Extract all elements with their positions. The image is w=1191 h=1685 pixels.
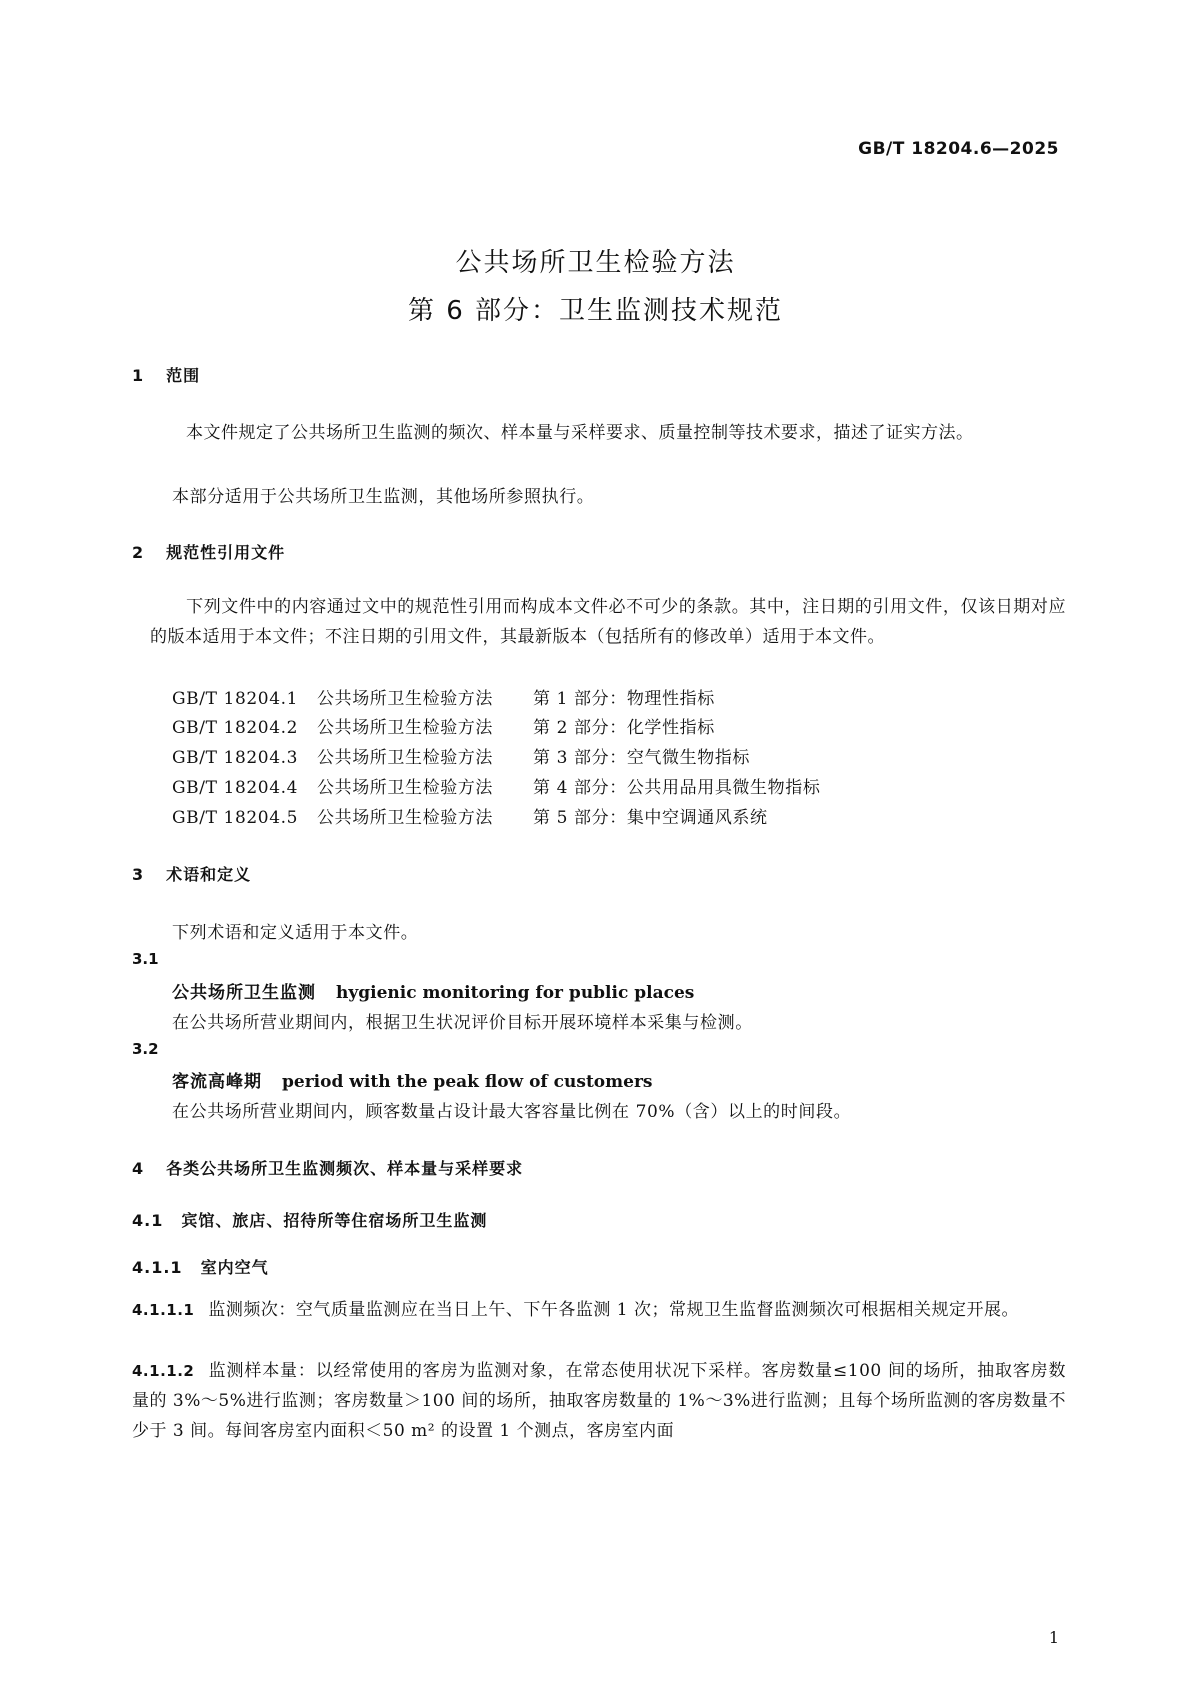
reference-item: GB/T 18204.4 公共场所卫生检验方法 第 4 部分：公共用品用具微生物指标 [172,778,821,798]
reference-item: GB/T 18204.5 公共场所卫生检验方法 第 5 部分：集中空调通风系统 [172,808,768,828]
subsection-4-1-heading: 4.1 宾馆、旅店、招待所等住宿场所卫生监测 [132,1211,488,1230]
section-number: 2 [132,543,145,562]
document-subtitle: 第 6 部分：卫生监测技术规范 [407,296,784,326]
term-number: 3.2 [132,1040,159,1058]
section-title: 规范性引用文件 [166,543,286,562]
term-title: 公共场所卫生监测 hygienic monitoring for public places [172,983,695,1003]
subsection-4-1-1-heading: 4.1.1 室内空气 [132,1258,269,1277]
section-number: 3 [132,865,145,884]
paragraph: 下列文件中的内容通过文中的规范性引用而构成本文件必不可少的条款。其中，注日期的引用文件，仅该日期对应的版本适用于本文件；不注日期的引用文件，其最新版本（包括所有的修改单）适用于本文件。 [150,597,1066,647]
standard-number: GB/T 18204.6—2025 [858,139,1059,159]
section-3-heading [132,862,251,885]
term-number: 3.1 [132,950,159,968]
section-1-heading [132,363,200,386]
paragraph: 本部分适用于公共场所卫生监测，其他场所参照执行。 [172,487,595,507]
section-title: 术语和定义 [166,865,252,884]
term-definition: 在公共场所营业期间内，顾客数量占设计最大客容量比例在 70%（含）以上的时间段。 [172,1102,852,1122]
reference-item: GB/T 18204.1 公共场所卫生检验方法 第 1 部分：物理性指标 [172,689,715,709]
section-title: 范围 [166,366,201,385]
section-2-heading [132,540,285,563]
section-4-heading [132,1156,523,1179]
section-number: 4 [132,1159,145,1178]
reference-item: GB/T 18204.2 公共场所卫生检验方法 第 2 部分：化学性指标 [172,718,715,738]
section-title: 各类公共场所卫生监测频次、样本量与采样要求 [166,1159,524,1178]
clause-4-1-1-2: 4.1.1.2 监测样本量：以经常使用的客房为监测对象，在常态使用状况下采样。客房数量≤100 间的场所，抽取客房数量的 3%～5%进行监测；客房数量＞100 间的场所，抽取客房数量的 1%～3%进行监测；且每个场所监测的客房数量不少于 3 间。每间客房室内面积＜50 m² 的设置 1 个测点，客房室内面 [132,1361,1066,1441]
clause-4-1-1-1: 4.1.1.1 监测频次：空气质量监测应在当日上午、下午各监测 1 次；常规卫生监督监测频次可根据相关规定开展。 [132,1300,1019,1320]
paragraph: 下列术语和定义适用于本文件。 [172,923,419,943]
paragraph: 本文件规定了公共场所卫生监测的频次、样本量与采样要求、质量控制等技术要求，描述了证实方法。 [186,423,974,443]
document-title: 公共场所卫生检验方法 [455,248,736,278]
term-definition: 在公共场所营业期间内，根据卫生状况评价目标开展环境样本采集与检测。 [172,1013,753,1033]
term-title: 客流高峰期 period with the peak flow of customers [172,1072,653,1092]
section-number: 1 [132,366,145,385]
page-number: 1 [1048,1628,1059,1647]
reference-item: GB/T 18204.3 公共场所卫生检验方法 第 3 部分：空气微生物指标 [172,748,751,768]
